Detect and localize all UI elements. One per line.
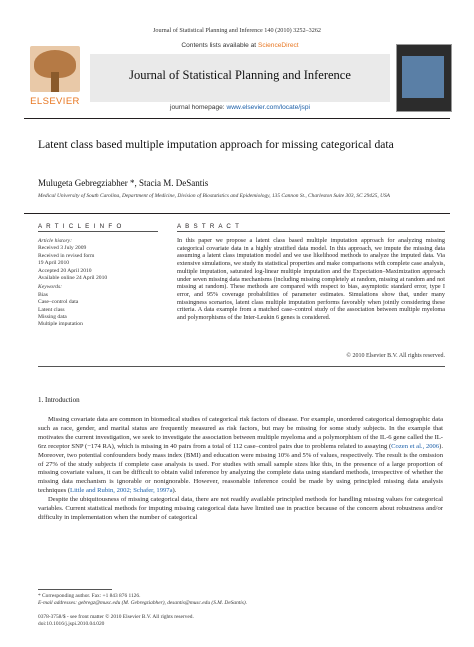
history-item: Available online 24 April 2010: [38, 275, 108, 282]
abstract-text: In this paper we propose a latent class based multiple imputation approach for analyzing missing categorical covariate data in a highly stratified data model. In this approach, we impute the missing data assuming a latent class imputation model and we use likelihood methods to analyze the imputed data. Via extensive simulations, we study its statistical properties and make comparisons with complete case analysis, multiple imputation, saturated log-linear multiple imputation and the Expectation–Maximization approach under seven missing data mechanisms (including missing completely at random, missing at random and not missing at random). These methods are compared with respect to bias, asymptotic standard error, type I error, and 95% coverage probabilities of parameter estimates. Simulations show that, under many missingness scenarios, latent class multiple imputation performs favorably when jointly considering these criteria. A data example from a matched case–control study of the association between multiple myeloma and polymorphisms of the Inter-Leukin 6 genes is considered.: [177, 237, 445, 322]
history-item: Received 3 July 2009: [38, 245, 87, 252]
abstract-copyright: © 2010 Elsevier B.V. All rights reserved.: [346, 353, 445, 359]
contents-line: [90, 42, 390, 49]
homepage-link[interactable]: www.elsevier.com/locate/jspi: [226, 104, 310, 111]
elsevier-logo[interactable]: [24, 42, 86, 112]
running-header: Journal of Statistical Planning and Inference 140 (2010) 3252–3262: [152, 27, 322, 34]
article-title: Latent class based multiple imputation approach for missing categorical data: [38, 138, 394, 151]
publisher-name: ELSEVIER: [30, 96, 80, 107]
history-label: Article history:: [38, 238, 73, 244]
introduction-body: [38, 416, 443, 523]
email-note: E-mail addresses: gebregz@musc.edu (M. Gebregziabher), desantis@musc.edu (S.M. DeSantis).: [38, 600, 248, 607]
homepage-label: journal homepage:: [169, 104, 227, 111]
paragraph: Despite the ubiquitousness of missing categorical data, there are not readily available principled methods for handling missing values for categorical variables. Current statistical methods for imputing missing categorical data have limited use in practice because of the concern about robustness and/or difficulty in implementation when the number of categorical: [38, 496, 443, 521]
article-authors: Mulugeta Gebregziabher *, Stacia M. DeSantis: [38, 178, 209, 188]
author-affiliation: Medical University of South Carolina, Department of Medicine, Division of Biostatistics and Epidemiology, 135 Cannon St., Charleston Suite 303, SC 29425, USA: [38, 193, 390, 199]
paragraph: [38, 416, 443, 496]
keyword-item: Bias: [38, 291, 48, 298]
history-item: Received in revised form: [38, 252, 95, 259]
article-info-heading: A R T I C L E I N F O: [38, 223, 123, 230]
issn-line: 0378-3758/$ - see front matter © 2010 Elsevier B.V. All rights reserved.: [38, 614, 194, 620]
paragraph-text: ).: [172, 487, 177, 495]
history-item: Accepted 20 April 2010: [38, 267, 92, 274]
journal-masthead: [24, 42, 450, 114]
contents-prefix: Contents lists available at: [181, 42, 258, 49]
article-history: [38, 238, 158, 329]
abstract-bottom-rule: [38, 366, 445, 367]
keyword-item: Latent class: [38, 306, 65, 313]
cover-art: [402, 56, 444, 98]
history-item: 19 April 2010: [38, 260, 70, 267]
section-heading-introduction: 1. Introduction: [38, 396, 80, 404]
keyword-item: Multiple imputation: [38, 321, 83, 328]
masthead-divider: [24, 118, 450, 119]
publication-info: [38, 614, 443, 628]
sciencedirect-link[interactable]: ScienceDirect: [257, 42, 299, 49]
corresponding-author-note: * Corresponding author. Fax: +1 843 876 1126.: [38, 593, 141, 599]
keyword-item: Missing data: [38, 314, 67, 321]
tree-trunk-icon: [51, 72, 59, 92]
journal-homepage: [90, 104, 390, 111]
article-info-rule: [38, 231, 158, 232]
journal-title: Journal of Statistical Planning and Inference: [129, 68, 351, 82]
paragraph-text: ). Moreover, two potential confounders body mass index (BMI) and education were missing 10% and 5% of values, respectively. The result is the omission of 27% of the study subjects if complete case analysis is used. For studies with small sample sizes like this, in the presence of a large proportion of missing covariate values, it can be difficult to obtain valid inference by analyzing the complete data using standard methods, irrespective of whether the missing data mechanism is ignorable or nonignorable. However, reasonable inference could be made by using principled missing data analysis techniques (: [38, 442, 443, 495]
footnotes: [38, 593, 443, 607]
paragraph-text: Missing covariate data are common in biomedical studies of categorical risk factors of disease. For example, unordered categorical demographic data such as race, gender, and marital status are frequently measured as risk factors, but may be missing for some study subjects. In the example that motivates the current investigation, we seek to investigate the association between multiple myeloma and a polymorphism of the IL-6 gene called the IL-6rz receptor SNP (−174 RA), which is missing in 40 pairs from a total of 112 case–control pairs due to problems related to assaying (: [38, 416, 443, 450]
citation-link[interactable]: Cozen et al., 2006: [391, 442, 440, 450]
keywords-label: Keywords:: [38, 284, 63, 291]
abstract-rule: [177, 231, 445, 232]
footnote-rule: [38, 589, 112, 590]
header-divider: [24, 213, 450, 214]
doi-line[interactable]: doi:10.1016/j.jspi.2010.04.020: [38, 621, 105, 628]
keyword-item: Case–control data: [38, 299, 79, 306]
citation-link[interactable]: Little and Rubin, 2002; Schafer, 1997a: [70, 487, 173, 495]
abstract-heading: A B S T R A C T: [177, 223, 241, 230]
